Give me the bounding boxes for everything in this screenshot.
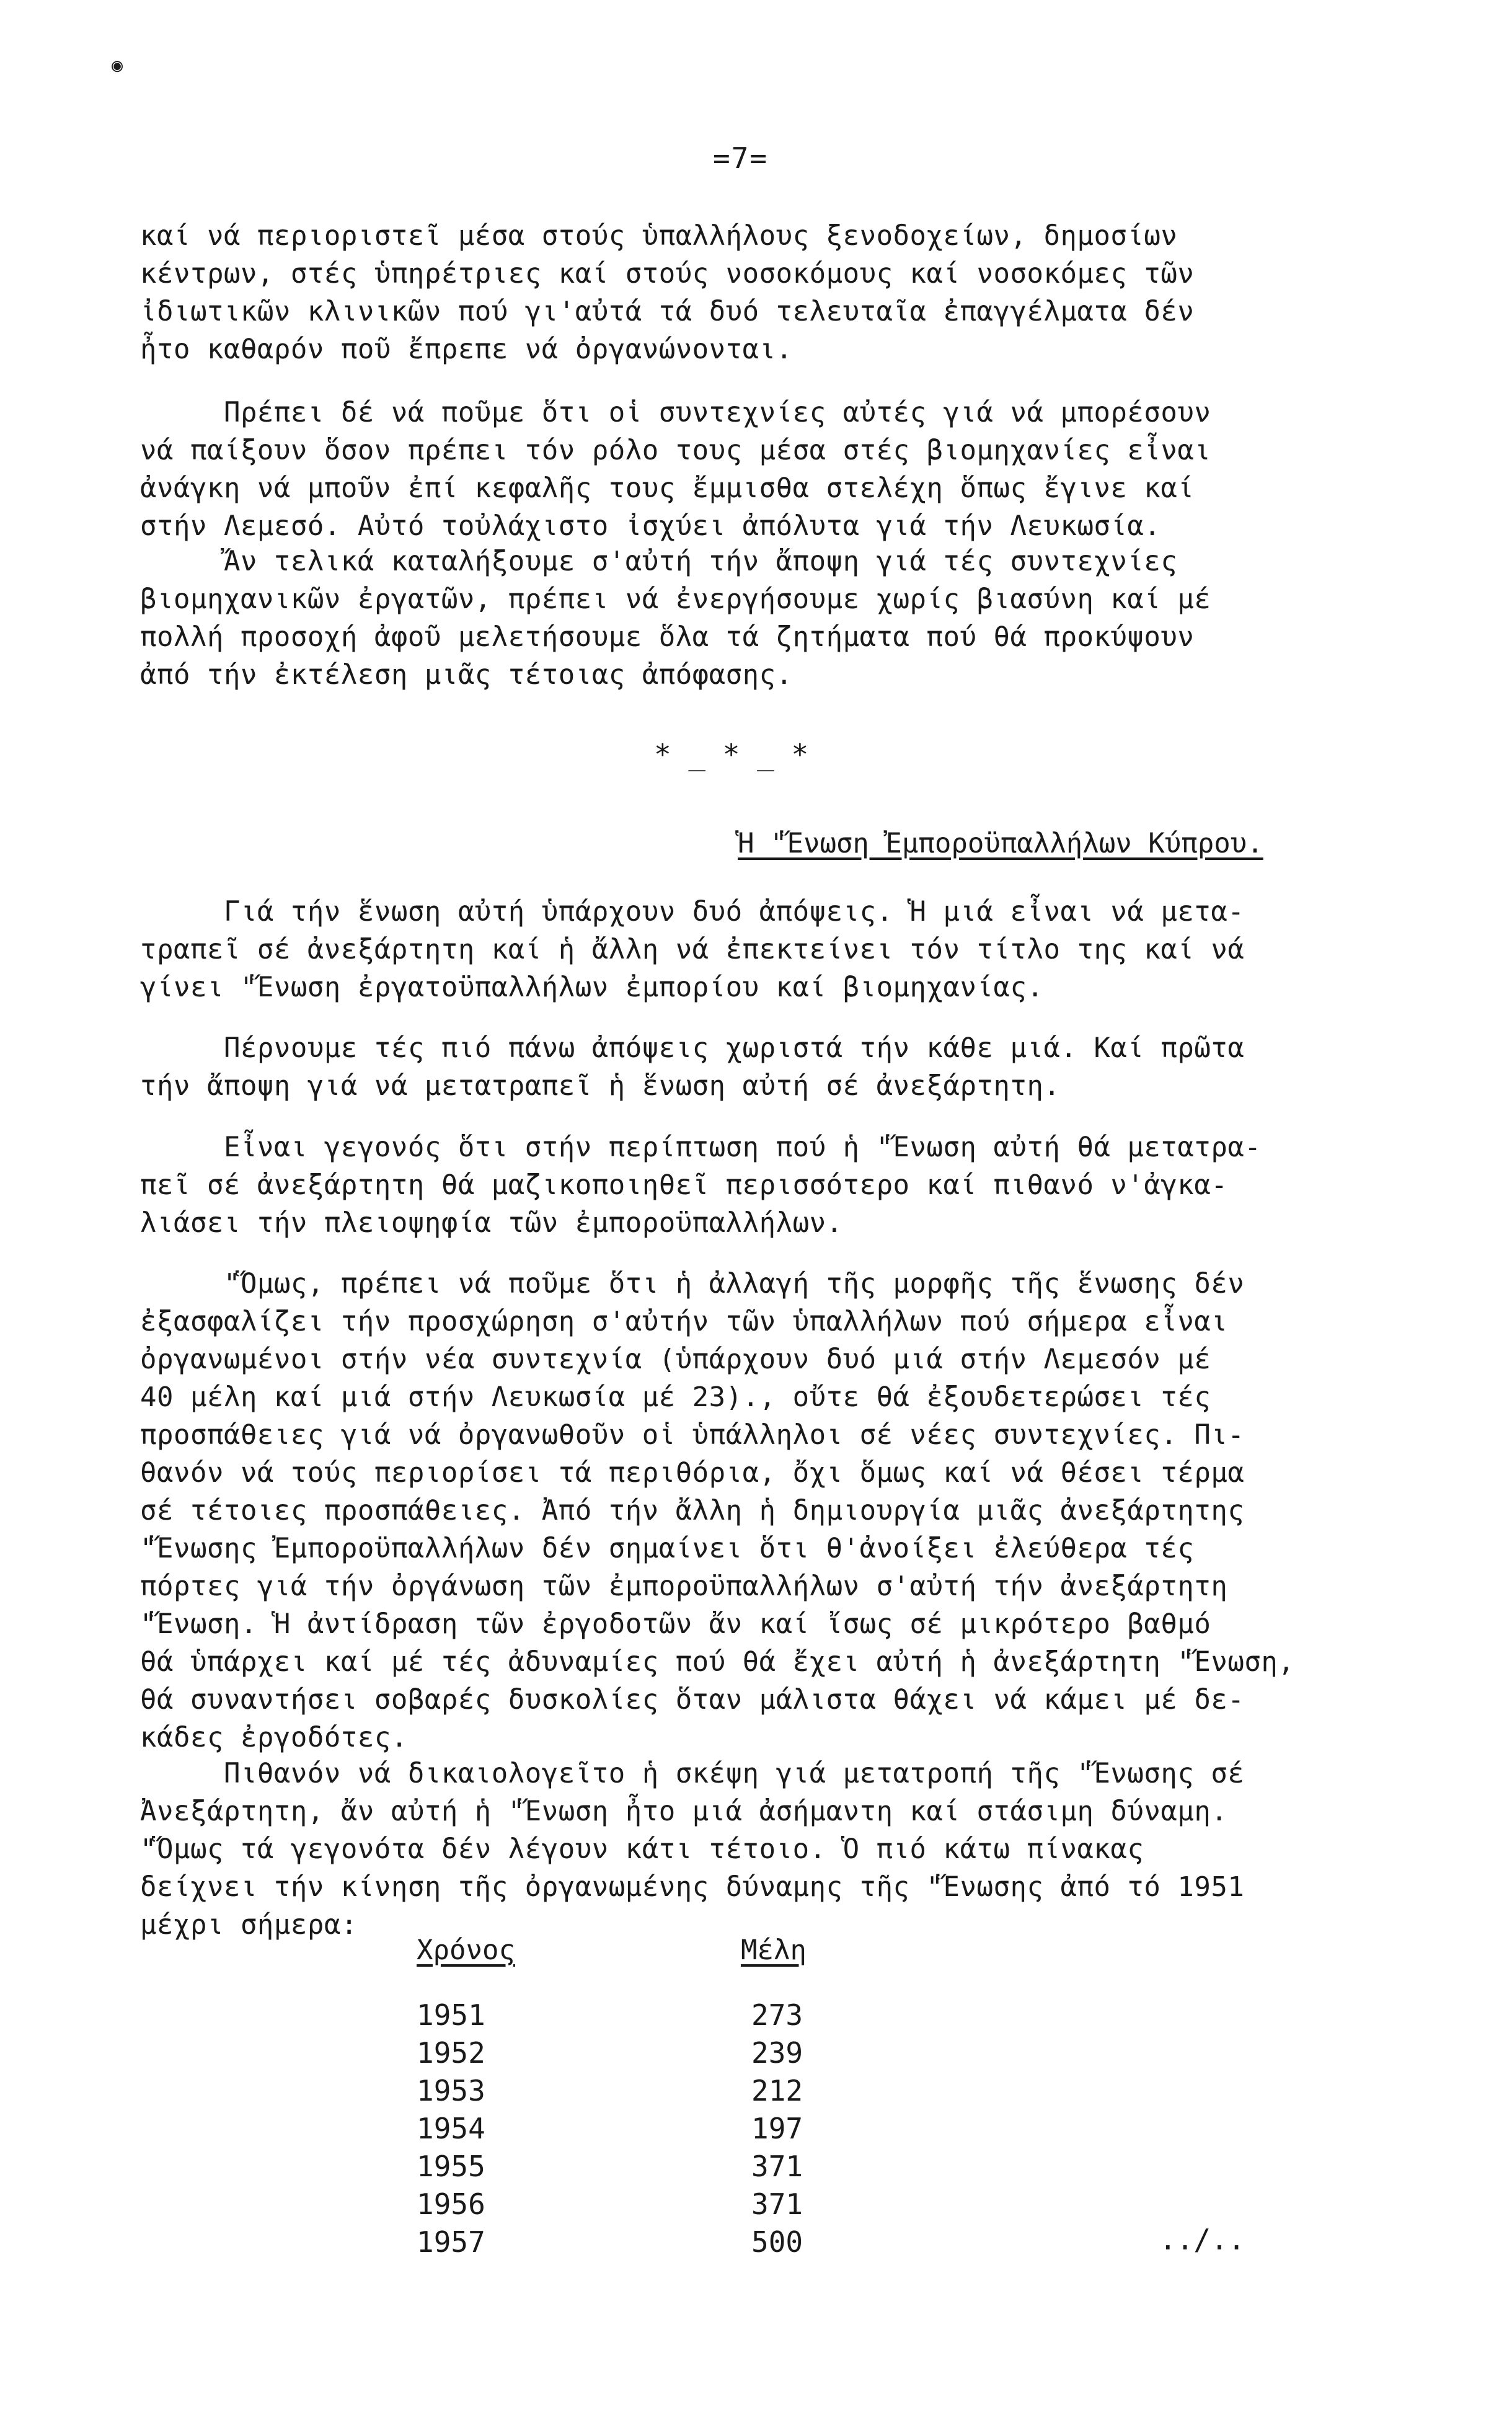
paragraph: Πέρνουμε τές πιό πάνω ἀπόψεις χωριστά τήν κάθε μιά. Καί πρῶτα τήν ἄποψη γιά νά μετατραπεῖ ἡ ἕνωση αὐτή σέ ἀνεξάρτητη. xyxy=(140,1032,1245,1102)
year-cell: 1955 xyxy=(417,2150,485,2183)
year-cell: 1957 xyxy=(417,2225,485,2259)
members-cell: 500 xyxy=(751,2225,803,2259)
year-cell: 1953 xyxy=(417,2074,485,2107)
paragraph: Γιά τήν ἕνωση αὐτή ὑπάρχουν δυό ἀπόψεις. Ἡ μιά εἶναι νά μετα- τραπεῖ σέ ἀνεξάρτητη καί ἡ ἄλλη νά ἐπεκτείνει τόν τίτλο της καί νά γίνει "Ἕνωση ἐργατοϋπαλλήλων ἐμπορίου καί βιομηχανίας. xyxy=(140,896,1245,1003)
table-row xyxy=(417,2148,803,2186)
members-cell: 371 xyxy=(751,2187,803,2221)
paragraph: "Ὅμως, πρέπει νά ποῦμε ὅτι ἡ ἀλλαγή τῆς μορφῆς τῆς ἕνωσης δέν ἐξασφαλίζει τήν προσχώρηση σ'αὐτήν τῶν ὑπαλλήλων πού σήμερα εἶναι ὀργανωμένοι στήν νέα συντεχνία (ὑπάρχουν δυό μιά στήν Λεμεσόν μέ 40 μέλη καί μιά στήν Λευκωσία μέ 23)., οὔτε θά ἐξουδετερώσει τές προσπάθειες γιά νά ὀργανωθοῦν οἱ ὑπάλληλοι σέ νέες συντεχνίες. Πι- θανόν νά τούς περιορίσει τά περιθόρια, ὄχι ὅμως καί νά θέσει τέρμα σέ τέτοιες προσπάθειες. Ἀπό τήν ἄλλη ἡ δημιουργία μιᾶς ἀνεξάρτητης "Ἕνωσης Ἐμποροϋπαλλήλων δέν σημαίνει ὅτι θ'ἀνοίξει ἐλεύθερα τές πόρτες γιά τήν ὀργάνωση τῶν ἐμποροϋπαλλήλων σ'αὐτή τήν ἀνεξάρτητη "Ἕνωση. Ἡ ἀντίδραση τῶν ἐργοδοτῶν ἄν καί ἴσως σέ μικρότερο βαθμό θά ὑπάρχει καί μέ τές ἀδυναμίες πού θά ἔχει αὐτή ἡ ἀνεξάρτητη "Ἕνωση, θά συναντήσει σοβαρές δυσκολίες ὅταν μάλιστα θάχει νά κάμει μέ δε- κάδες ἐργοδότες. xyxy=(140,1268,1295,1753)
page-number: =7= xyxy=(713,141,769,175)
members-cell: 239 xyxy=(751,2036,803,2070)
members-cell: 212 xyxy=(751,2074,803,2107)
table-row xyxy=(417,2072,803,2110)
year-cell: 1951 xyxy=(417,1998,485,2032)
year-cell: 1952 xyxy=(417,2036,485,2070)
table-row xyxy=(417,2223,803,2261)
paragraph: Εἶναι γεγονός ὅτι στήν περίπτωση πού ἡ "Ἕνωση αὐτή θά μετατρα- πεῖ σέ ἀνεξάρτητη θά μαζικοποιηθεῖ περισσότερο καί πιθανό ν'ἀγκα- λιάσει τήν πλειοψηφία τῶν ἐμποροϋπαλλήλων. xyxy=(140,1132,1262,1239)
table-row xyxy=(417,2186,803,2223)
stamp-mark: ◉ xyxy=(112,55,123,76)
members-cell: 371 xyxy=(751,2150,803,2183)
table-row xyxy=(417,2110,803,2148)
section-separator: * _ * _ * xyxy=(654,738,809,771)
paragraph: Ἄν τελικά καταλήξουμε σ'αὐτή τήν ἄποψη γιά τές συντεχνίες βιομηχανικῶν ἐργατῶν, πρέπει νά ἐνεργήσουμε χωρίς βιασύνη καί μέ πολλή προσοχή ἀφοῦ μελετήσουμε ὅλα τά ζητήματα πού θά προκύψουν ἀπό τήν ἐκτέλεση μιᾶς τέτοιας ἀπόφασης. xyxy=(140,546,1211,691)
table-header-year: Χρόνος xyxy=(417,1934,515,1966)
continuation-mark: ../.. xyxy=(1159,2223,1245,2256)
paragraph: Πιθανόν νά δικαιολογεῖτο ἡ σκέψη γιά μετατροπή τῆς "Ἕνωσης σέ Ἀνεξάρτητη, ἄν αὐτή ἡ "Ἕνωση ἦτο μιά ἀσήμαντη καί στάσιμη δύναμη. "Ὅμως τά γεγονότα δέν λέγουν κάτι τέτοιο. Ὁ πιό κάτω πίνακας δείχνει τήν κίνηση τῆς ὀργανωμένης δύναμης τῆς "Ἕνωσης ἀπό τό 1951 μέχρι σήμερα: xyxy=(140,1758,1245,1941)
paragraph: Πρέπει δέ νά ποῦμε ὅτι οἱ συντεχνίες αὐτές γιά νά μπορέσουν νά παίξουν ὅσον πρέπει τόν ρόλο τους μέσα στές βιομηχανίες εἶναι ἀνάγκη νά μποῦν ἐπί κεφαλῆς τους ἔμμισθα στελέχη ὅπως ἔγινε καί στήν Λεμεσό. Αὐτό τοὐλάχιστο ἰσχύει ἀπόλυτα γιά τήν Λευκωσία. xyxy=(140,397,1211,542)
membership-table xyxy=(417,1996,803,2261)
year-cell: 1954 xyxy=(417,2112,485,2145)
year-cell: 1956 xyxy=(417,2187,485,2221)
paragraph: καί νά περιοριστεῖ μέσα στούς ὑπαλλήλους ξενοδοχείων, δημοσίων κέντρων, στές ὑπηρέτριες καί στούς νοσοκόμους καί νοσοκόμες τῶν ἰδιωτικῶν κλινικῶν πού γι'αὐτά τά δυό τελευταῖα ἐπαγγέλματα δέν ἦτο καθαρόν ποῦ ἔπρεπε νά ὀργανώνονται. xyxy=(140,220,1195,365)
members-cell: 273 xyxy=(751,1998,803,2032)
members-cell: 197 xyxy=(751,2112,803,2145)
table-header-members: Μέλη xyxy=(741,1934,807,1966)
table-row xyxy=(417,1996,803,2034)
table-row xyxy=(417,2034,803,2072)
section-heading: Ἡ "Ἕνωση Ἐμποροϋπαλλήλων Κύπρου. xyxy=(738,828,1263,859)
